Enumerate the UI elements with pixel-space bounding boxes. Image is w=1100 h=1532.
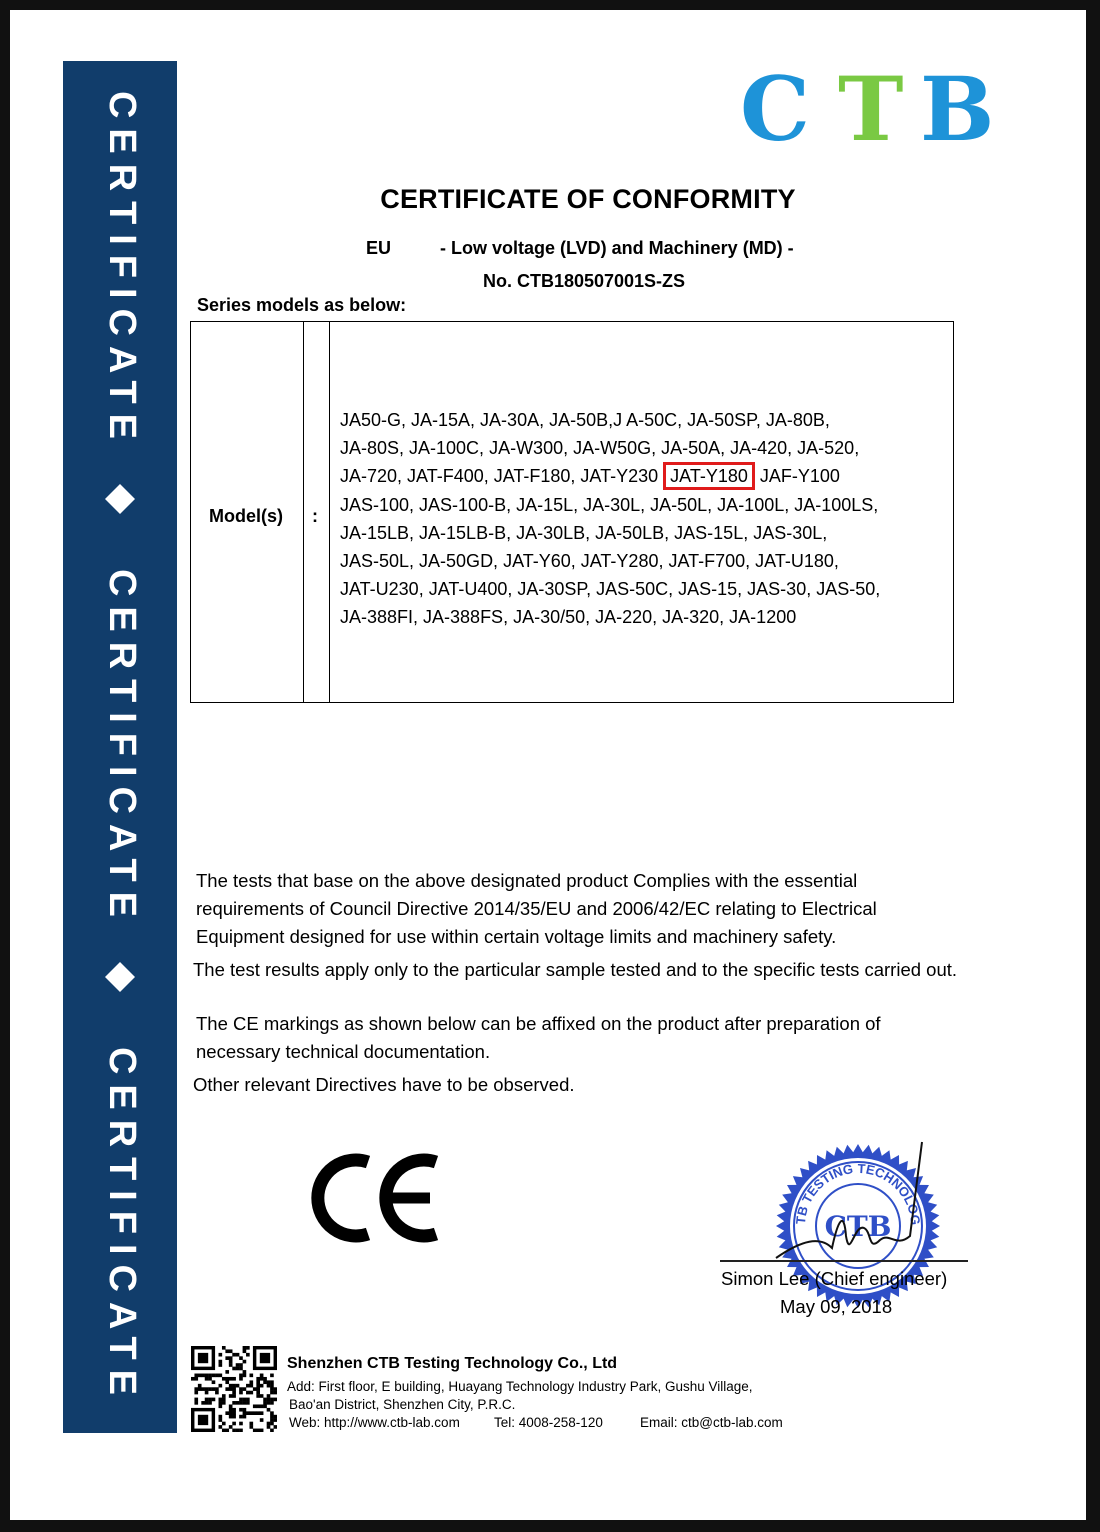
- highlighted-model: JAT-Y180: [663, 462, 755, 490]
- ctb-logo: [730, 66, 1010, 156]
- model-line: JAS-50L, JA-50GD, JAT-Y60, JAT-Y280, JAT-F700, JAT-U180,: [340, 551, 839, 572]
- address-line-2: Bao'an District, Shenzhen City, P.R.C.: [289, 1397, 516, 1412]
- side-banner-text: [63, 61, 177, 1433]
- side-banner: [63, 61, 177, 1433]
- model-colon: :: [312, 506, 318, 526]
- model-line: JAT-U230, JAT-U400, JA-30SP, JAS-50C, JAS-15, JAS-30, JAS-50,: [340, 579, 881, 600]
- directive-subtitle: - Low voltage (LVD) and Machinery (MD) -: [440, 238, 794, 258]
- model-line-pre: JA-720, JAT-F400, JAT-F180, JAT-Y230: [340, 466, 659, 487]
- company-name: Shenzhen CTB Testing Technology Co., Ltd: [287, 1355, 618, 1372]
- diamond-icon: [105, 962, 135, 992]
- diamond-icon: [105, 484, 135, 514]
- certificate-number: No. CTB180507001S-ZS: [482, 271, 686, 291]
- address-line-1: Add: First floor, E building, Huayang Technology Industry Park, Gushu Village,: [287, 1379, 753, 1394]
- logo-letter: C: [740, 66, 811, 156]
- website-link[interactable]: Web: http://www.ctb-lab.com: [289, 1415, 460, 1430]
- eu-label: EU: [366, 238, 392, 258]
- stamp-center-text: CTB: [824, 1210, 892, 1243]
- logo-letter: T: [838, 66, 904, 156]
- logo-letter: B: [920, 66, 995, 156]
- side-banner-word: CERTIFICATE: [100, 569, 143, 917]
- series-label: Series models as below:: [197, 295, 407, 315]
- email-link[interactable]: Email: ctb@ctb-lab.com: [640, 1415, 783, 1430]
- model-line: JA-80S, JA-100C, JA-W300, JA-W50G, JA-50A, JA-420, JA-520,: [340, 438, 860, 459]
- test-results-paragraph: The test results apply only to the particular sample tested and to the specific tests carried out.: [193, 959, 958, 980]
- models-list: [340, 406, 950, 632]
- model-label: Model(s): [209, 506, 283, 526]
- model-line-post: JAF-Y100: [754, 466, 840, 487]
- model-line: [340, 462, 950, 490]
- model-label-cell: [191, 322, 304, 702]
- stamp-ring-text: TB TESTING TECHNOLOG: [792, 1160, 924, 1226]
- colon-cell: [304, 322, 330, 702]
- ce-marking-paragraph: The CE markings as shown below can be affixed on the product after preparation of necessary technical documentation.: [196, 1013, 881, 1062]
- signature-line: [720, 1260, 968, 1262]
- ce-mark-icon: [306, 1150, 446, 1246]
- compliance-paragraph: The tests that base on the above designated product Complies with the essential requirements of Council Directive 2014/35/EU and 2006/42/EC relating to Electrical Equipment designed for use within certain voltage limits and machinery safety.: [196, 870, 877, 947]
- side-banner-word: CERTIFICATE: [100, 91, 143, 439]
- qr-code-icon: [191, 1346, 277, 1432]
- signature-date: May 09, 2018: [780, 1296, 893, 1317]
- telephone: Tel: 4008-258-120: [494, 1415, 603, 1430]
- model-table: [190, 321, 954, 703]
- other-directives-paragraph: Other relevant Directives have to be observed.: [193, 1074, 575, 1095]
- model-line: JA-388FI, JA-388FS, JA-30/50, JA-220, JA-320, JA-1200: [340, 607, 797, 628]
- side-banner-word: CERTIFICATE: [100, 1047, 143, 1395]
- model-line: JAS-100, JAS-100-B, JA-15L, JA-30L, JA-50L, JA-100L, JA-100LS,: [340, 494, 879, 515]
- page-title: CERTIFICATE OF CONFORMITY: [380, 184, 796, 214]
- model-line: JA50-G, JA-15A, JA-30A, JA-50B,J A-50C, JA-50SP, JA-80B,: [340, 410, 830, 430]
- model-line: JA-15LB, JA-15LB-B, JA-30LB, JA-50LB, JAS-15L, JAS-30L,: [340, 522, 828, 543]
- signer-name: Simon Lee (Chief engineer): [721, 1268, 948, 1289]
